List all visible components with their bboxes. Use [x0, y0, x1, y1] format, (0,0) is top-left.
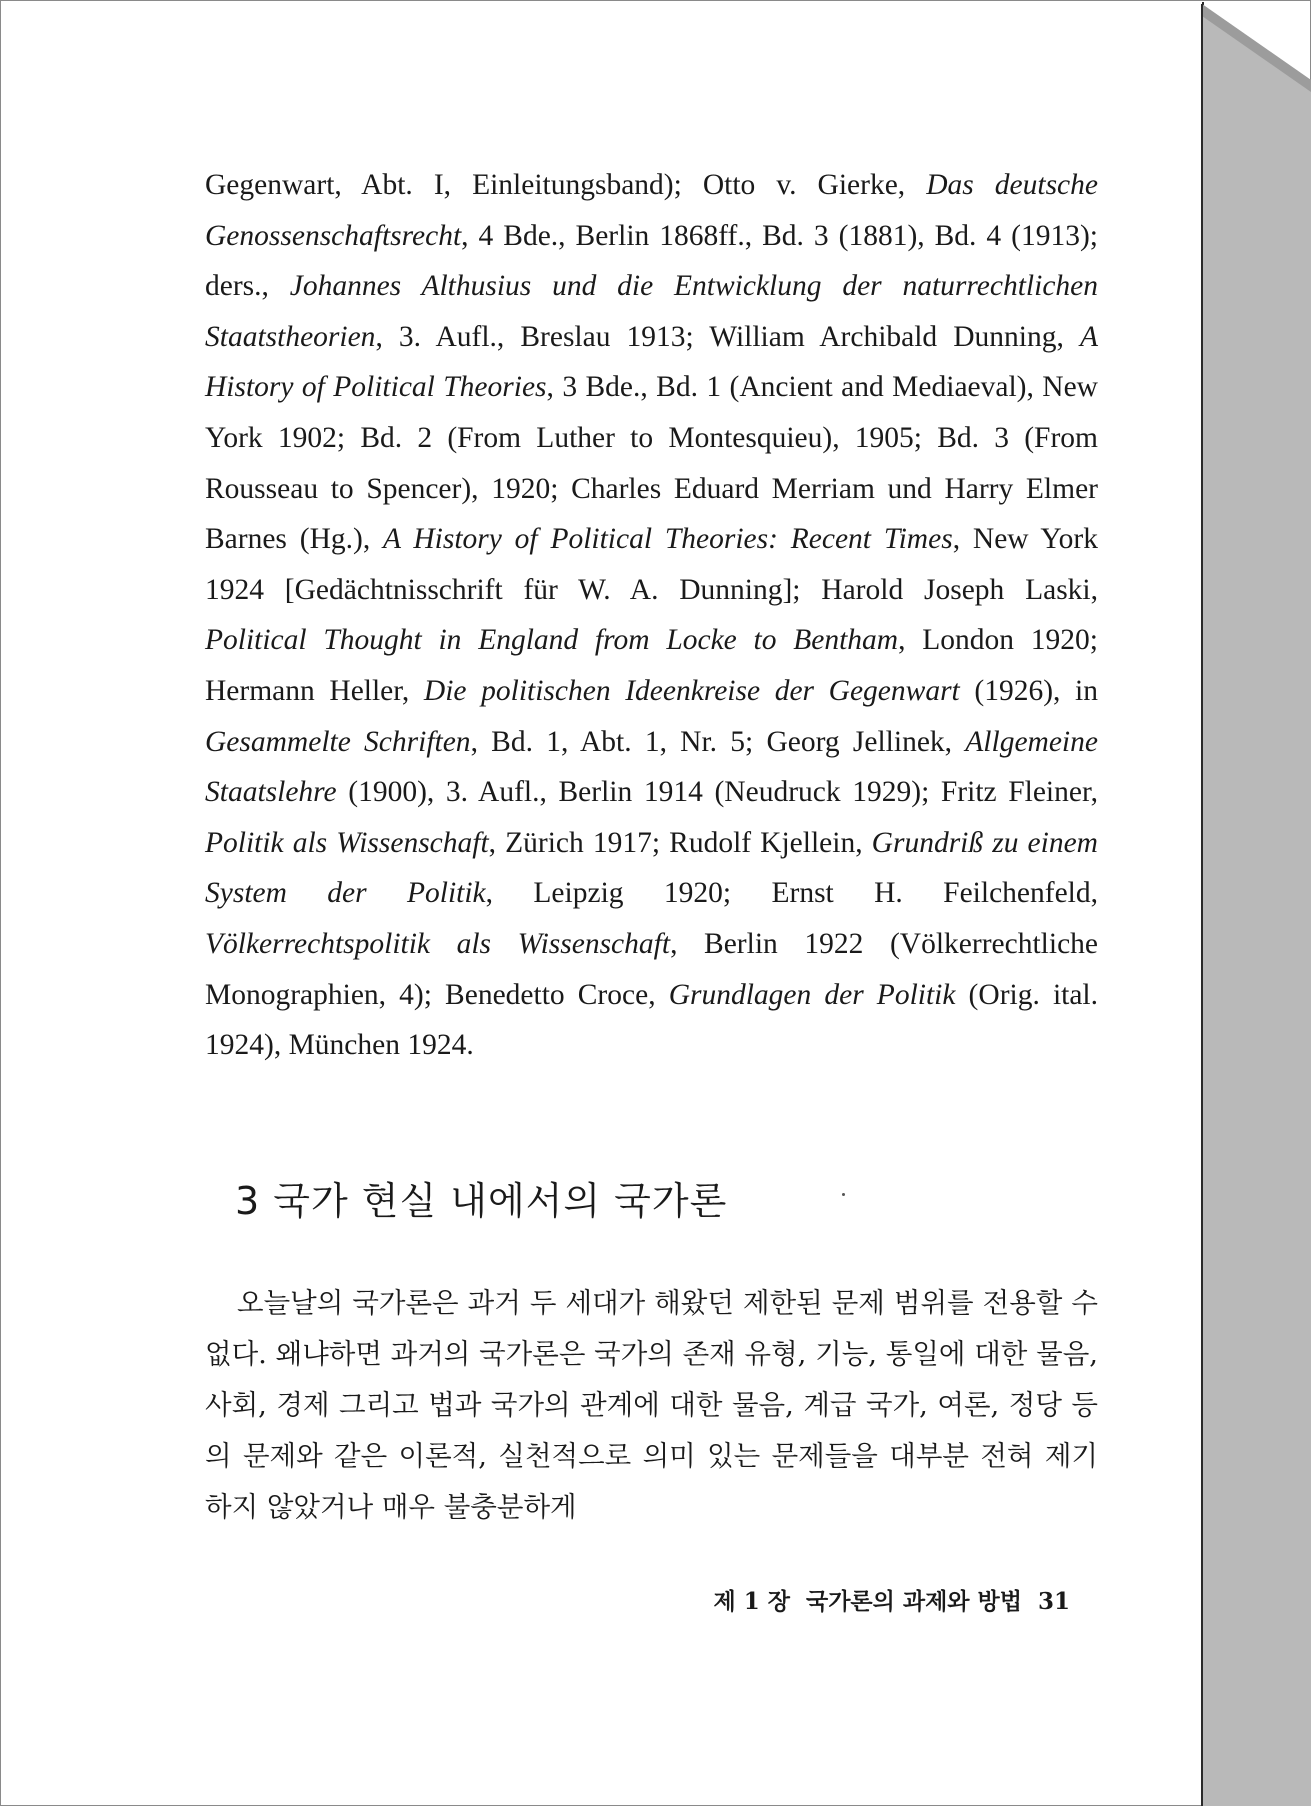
bib-text: , London 1920; Hermann Heller, — [205, 624, 1099, 707]
bib-text: , New York 1924 [Gedächtnisschrift für W. A. Dunning]; Harold Joseph Laski, — [205, 523, 1098, 606]
running-footer — [700, 1583, 1070, 1616]
bibliography-paragraph — [205, 160, 1098, 1071]
bib-title: Political Thought in England from Locke to Bentham — [205, 624, 899, 657]
bib-title: Politik als Wissenschaft — [205, 826, 489, 859]
bib-title: Johannes Althusius und die Entwicklung der naturrechtlichen Staatstheorien — [205, 270, 1099, 353]
body-paragraph: 오늘날의 국가론은 과거 두 세대가 해왔던 제한된 문제 범위를 전용할 수 없다. 왜냐하면 과거의 국가론은 국가의 존재 유형, 기능, 통일에 대한 물음, 사회, 경제 그리고 법과 국가의 관계에 대한 물음, 계급 국가, 여론, 정당 등의 문제와 같은 이론적, 실천적으로 의미 있는 문제들을 대부분 전혀 제기하지 않았거나 매우 불충분하게 — [205, 1287, 1098, 1523]
bib-text: , Zürich 1917; Rudolf Kjellein, — [488, 826, 872, 859]
page-number: 31 — [1037, 1588, 1070, 1615]
bib-title: Völkerrechtspolitik als Wissenschaft — [205, 927, 671, 960]
bib-text: (1926), in — [959, 674, 1098, 707]
bib-text: Gegenwart, Abt. I, Einleitungsband); Otto v. Gierke, — [205, 169, 927, 201]
bib-text: , 3. Aufl., Breslau 1913; William Archibald Dunning, — [375, 320, 1080, 353]
bib-title: Die politischen Ideenkreise der Gegenwart — [423, 674, 960, 707]
bib-text: , Bd. 1, Abt. 1, Nr. 5; Georg Jellinek, — [470, 725, 966, 758]
footer-chapter: 제 1 장 — [713, 1588, 790, 1615]
speck-mark — [842, 1193, 845, 1196]
bib-text: (1900), 3. Aufl., Berlin 1914 (Neudruck 1929); Fritz Fleiner, — [336, 776, 1098, 809]
section-heading: 3 국가 현실 내에서의 국가론 — [235, 1179, 728, 1223]
bib-title: Grundriß zu einem System der Politik — [205, 826, 1098, 910]
bib-text: , Berlin 1922 (Völkerrechtliche Monographien, 4); Benedetto Croce, — [205, 927, 1098, 1011]
bib-text: (Orig. ital. 1924), München 1924. — [205, 978, 1098, 1062]
bib-text: , Leipzig 1920; Ernst H. Feilchenfeld, — [485, 877, 1099, 910]
bib-title: Das deutsche Genossenschaftsrecht — [205, 169, 1098, 252]
page-content — [205, 160, 1098, 1071]
bib-title: Grundlagen der Politik — [668, 978, 956, 1011]
bib-text: , 4 Bde., Berlin 1868ff., Bd. 3 (1881), Bd. 4 (1913); ders., — [205, 219, 1098, 303]
bib-title: A History of Political Theories: Recent Times — [383, 523, 953, 556]
footer-title: 국가론의 과제와 방법 — [805, 1588, 1022, 1615]
bib-title: Gesammelte Schriften — [205, 725, 471, 758]
bib-text: , 3 Bde., Bd. 1 (Ancient and Mediaeval), New York 1902; Bd. 2 (From Luther to Montesquieu), 1905; Bd. 3 (From Rousseau to Spencer), 1920; Charles Eduard Merriam und Harry Elmer Barnes (Hg.), — [205, 371, 1098, 556]
bib-title: Allgemeine Staatslehre — [205, 725, 1098, 809]
bib-title: A History of Political Theories — [205, 320, 1098, 404]
